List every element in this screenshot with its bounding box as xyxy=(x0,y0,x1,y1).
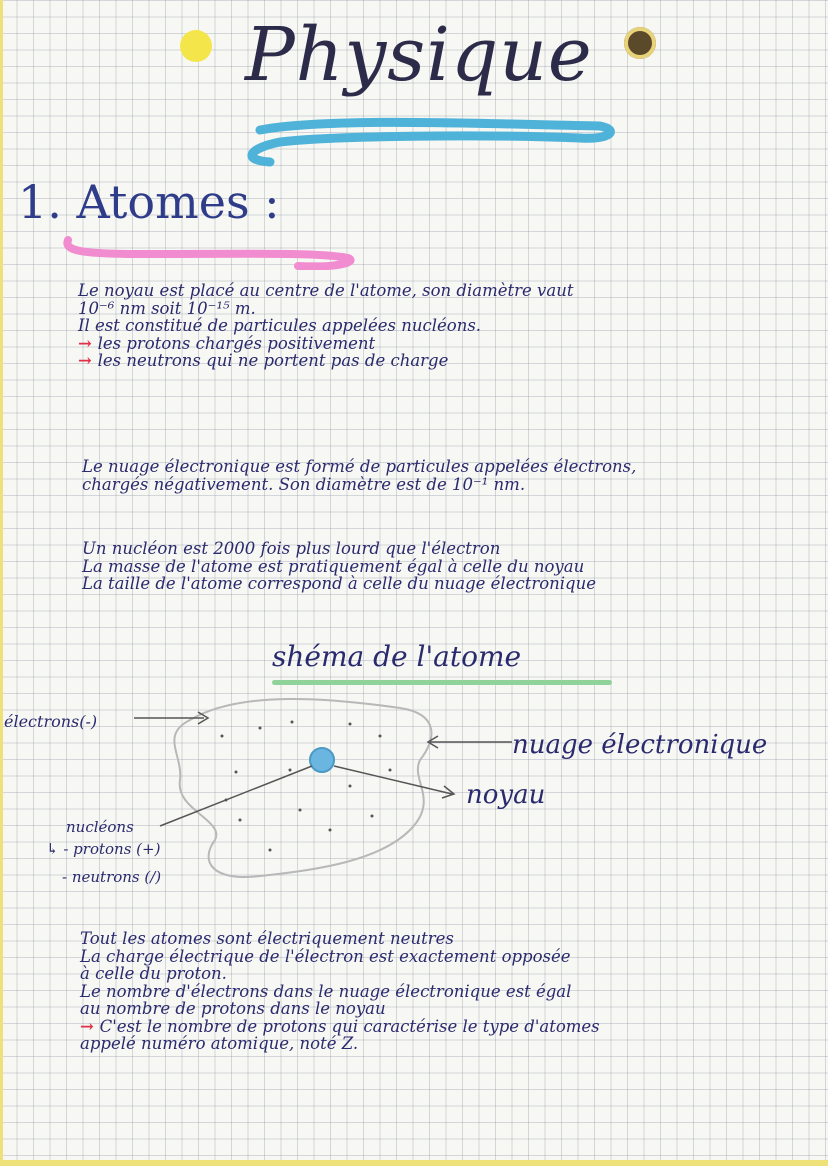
arrow-icon: → xyxy=(78,333,98,353)
text-line: 10⁻⁶ nm soit 10⁻¹⁵ m. xyxy=(78,298,256,318)
text-line: Le nombre d'électrons dans le nuage électronique est égal xyxy=(80,981,572,1001)
label-protons: ↳ - protons (+) xyxy=(46,840,161,858)
paragraph-neutralite xyxy=(80,930,600,1053)
text-line: La taille de l'atome correspond à celle du nuage électronique xyxy=(82,574,597,593)
text-line: Il est constitué de particules appelées nucléons. xyxy=(78,316,482,335)
paragraph-noyau xyxy=(78,282,573,370)
heading-underline xyxy=(58,230,368,270)
paper-edge-left xyxy=(0,0,3,1166)
list-item: → C'est le nombre de protons qui caractérise le type d'atomes xyxy=(80,1016,600,1036)
text-line: Un nucléon est 2000 fois plus lourd que l'électron xyxy=(82,539,501,558)
label-neutrons: - neutrons (/) xyxy=(62,868,162,886)
label-noyau: noyau xyxy=(466,780,546,810)
list-item: → les protons chargés positivement xyxy=(78,333,376,353)
arrow-icon: → xyxy=(78,351,98,370)
label-electrons: électrons(-) xyxy=(4,712,98,731)
title-underline xyxy=(240,112,620,172)
text-line: Tout les atomes sont électriquement neutres xyxy=(80,929,454,948)
text-line: à celle du proton. xyxy=(80,964,227,983)
arrow-noyau xyxy=(334,766,452,794)
text-line: chargés négativement. Son diamètre est de 10⁻¹ nm. xyxy=(82,474,526,494)
label-nucleons: nucléons xyxy=(66,818,134,836)
page-title: Physique xyxy=(245,12,593,98)
label-nuage-electronique: nuage électronique xyxy=(512,730,768,760)
text-line: au nombre de protons dans le noyau xyxy=(80,999,386,1018)
electron-cloud-outline xyxy=(174,699,431,877)
text-line: Le nuage électronique est formé de particules appelées électrons, xyxy=(82,457,637,476)
section-heading: 1. Atomes : xyxy=(18,175,280,229)
text-line: La charge électrique de l'électron est exactement opposée xyxy=(80,946,571,966)
paragraph-nuage xyxy=(82,458,636,493)
schema-title: shéma de l'atome xyxy=(272,640,522,673)
text-line: Le noyau est placé au centre de l'atome, son diamètre vaut xyxy=(78,281,574,300)
nucleus xyxy=(310,748,334,772)
punch-hole-right xyxy=(624,27,656,59)
electron-dots xyxy=(221,721,392,852)
arrow-icon: → xyxy=(80,1016,100,1036)
paragraph-masse xyxy=(82,540,596,593)
punch-hole-left xyxy=(180,30,212,62)
paper-edge-bottom xyxy=(0,1160,828,1166)
text-line: appelé numéro atomique, noté Z. xyxy=(80,1034,359,1053)
list-item: → les neutrons qui ne portent pas de charge xyxy=(78,351,449,370)
text-line: La masse de l'atome est pratiquement égal à celle du noyau xyxy=(82,556,585,576)
